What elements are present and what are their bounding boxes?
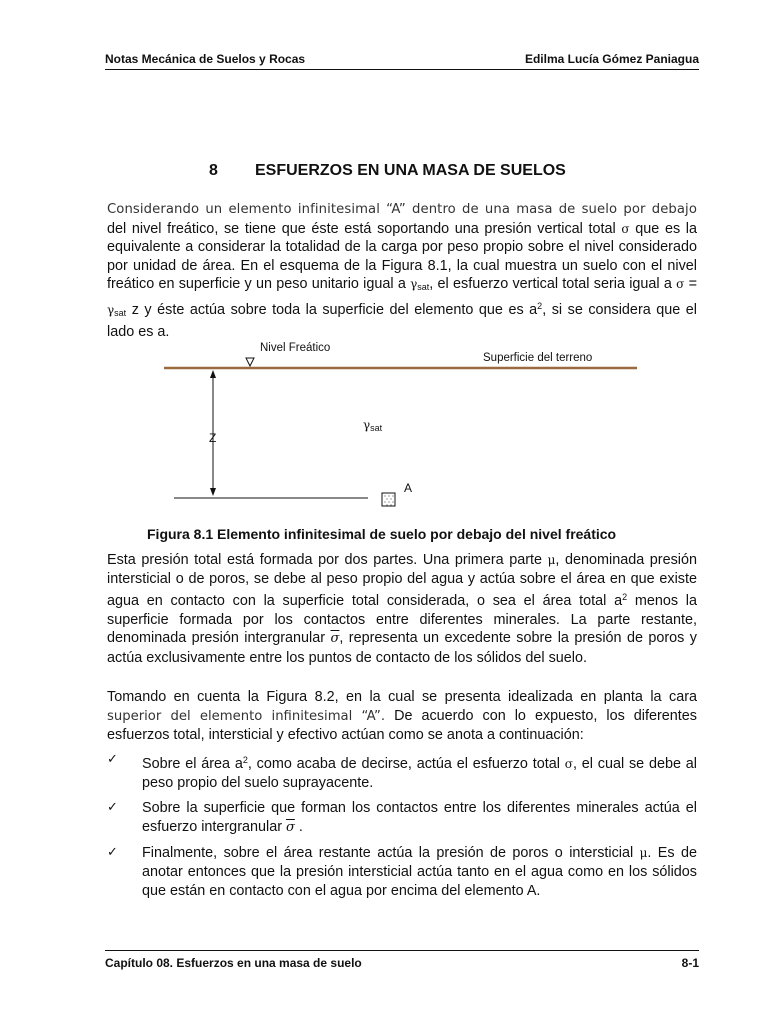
text-fragment: Sobre el área a <box>142 756 243 772</box>
text-fragment: Esta presión total está formada por dos partes. Una primera parte <box>107 552 548 568</box>
page-footer <box>105 950 699 970</box>
checkmark-icon: ✓ <box>107 845 118 861</box>
list-item-text <box>142 844 697 900</box>
list-item <box>107 751 697 792</box>
text-fragment: De acuerdo con lo expuesto, los diferentes esfuerzos total, intersticial y efectivo actúan como se anota a continuación: <box>107 707 697 744</box>
paragraph-3 <box>107 688 697 745</box>
header-author: Edilma Lucía Gómez Paniagua <box>524 52 699 66</box>
sigma-symbol: σ <box>676 277 685 292</box>
paragraph-1 <box>107 200 697 341</box>
list-item <box>107 799 697 837</box>
figure-caption: Figura 8.1 Elemento infinitesimal de suelo por debajo del nivel freático <box>147 526 617 542</box>
text-fragment: , denominada presión intersticial o de poros, se debe al peso propio del agua y actúa sobre el área en que existe agua en contacto con la superficie total considerada, o sea el área total a <box>107 552 698 610</box>
text-fragment: , el cual se debe al peso propio del suelo suprayacente. <box>142 756 697 791</box>
chapter-number: 8 <box>209 162 218 179</box>
text-fragment: z y éste actúa sobre toda la superficie del elemento que es a <box>126 301 538 318</box>
header-course-title: Notas Mecánica de Suelos y Rocas <box>105 52 306 66</box>
paragraph-2 <box>107 551 697 668</box>
sigma-symbol: σ <box>564 757 573 771</box>
checkmark-icon: ✓ <box>107 752 118 767</box>
superscript-2: 2 <box>622 592 628 603</box>
depth-label: Z <box>209 431 217 445</box>
page-number: 8-1 <box>681 956 699 970</box>
text-fragment: que es la equivalente a considerar la totalidad de la carga por peso propio sobre el nivel considerado por unidad de área. En el esquema de la Figura 8.1, la cual muestra un suelo con el nivel freático en superficie y un peso unitario igual a <box>107 220 698 293</box>
text-fragment: , como acaba de decirse, actúa el esfuerzo total <box>247 756 565 772</box>
list-item-text <box>142 799 697 837</box>
superscript-2: 2 <box>537 300 543 311</box>
chapter-title-text: ESFUERZOS EN UNA MASA DE SUELOS <box>255 162 566 179</box>
depth-arrow-up-icon <box>210 370 216 378</box>
element-hatching <box>384 495 393 505</box>
page-header <box>105 52 699 70</box>
gamma-sat-label <box>363 418 382 433</box>
paragraph-1-lead: Considerando un elemento infinitesimal “A” dentro de una masa de suelo por debajo <box>107 202 697 217</box>
subscript-sat: sat <box>114 307 127 318</box>
mu-symbol: μ <box>639 846 648 861</box>
chapter-title <box>209 162 566 180</box>
text-fragment: del nivel freático, se tiene que éste está soportando una presión vertical total <box>107 220 622 237</box>
ground-surface-label: Superficie del terreno <box>483 352 593 364</box>
gamma-symbol: γ <box>363 418 371 432</box>
list-item-text <box>142 751 697 792</box>
infinitesimal-element-square <box>382 493 395 506</box>
text-fragment: Sobre la superficie que forman los contactos entre los diferentes minerales actúa el esfuerzo intergranular <box>142 800 697 835</box>
subscript-sat: sat <box>417 282 430 293</box>
text-fragment: Finalmente, sobre el área restante actúa la presión de poros o intersticial <box>142 845 640 862</box>
text-fragment: , el esfuerzo vertical total seria igual a <box>429 276 677 293</box>
subscript-sat: sat <box>370 423 383 433</box>
stress-checklist <box>107 751 697 907</box>
text-fragment: . <box>294 818 303 835</box>
depth-arrow-down-icon <box>210 488 216 496</box>
text-fragment: . Es de anotar entonces que la presión intersticial actúa tanto en el agua como en los sólidos que están en contacto con el agua por encima del elemento A. <box>142 845 698 899</box>
water-table-label: Nivel Freático <box>260 342 331 354</box>
sigma-bar-symbol: $\overline{\sigma}$ <box>285 819 295 835</box>
superscript-2: 2 <box>242 755 248 765</box>
figure-8-1 <box>150 338 650 518</box>
checkmark-icon: ✓ <box>107 800 118 816</box>
sigma-bar-symbol: $\overline{\sigma}$ <box>330 631 340 647</box>
text-fragment: , representa un excedente sobre la presión de poros y actúa exclusivamente entre los puntos de contacto de los sólidos del suelo. <box>107 630 697 666</box>
gamma-symbol: γ <box>410 277 418 292</box>
text-fragment: = <box>684 276 697 293</box>
text-fragment: superior del elemento infinitesimal “A”. <box>107 708 386 724</box>
water-table-triangle-icon <box>246 358 254 366</box>
footer-chapter-title: Capítulo 08. Esfuerzos en una masa de suelo <box>105 956 362 970</box>
text-fragment: menos la superficie formada por los contactos entre diferentes minerales. La parte restante, denominada presión intergranular <box>107 593 698 647</box>
soil-element-diagram <box>150 338 650 518</box>
text-fragment: Tomando en cuenta la Figura 8.2, en la cual se presenta idealizada en planta la cara <box>107 689 697 705</box>
mu-symbol: μ <box>547 553 556 567</box>
element-a-label: A <box>404 481 413 495</box>
sigma-symbol: σ <box>621 221 630 236</box>
text-fragment: , si se considera que el lado es a. <box>107 301 697 340</box>
gamma-symbol: γ <box>107 302 115 317</box>
list-item <box>107 844 697 900</box>
